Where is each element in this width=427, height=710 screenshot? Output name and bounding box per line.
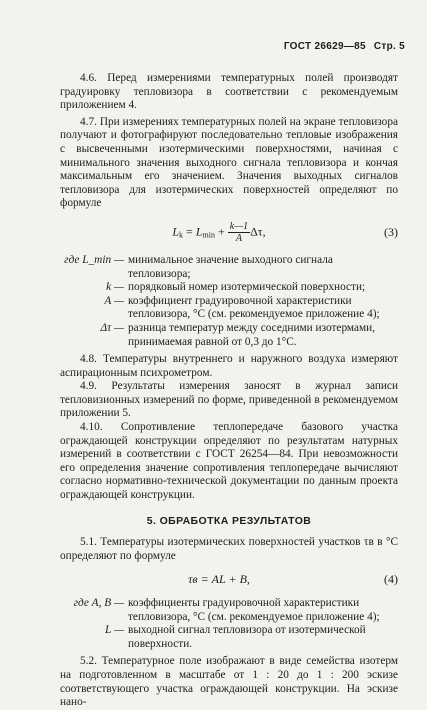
- formula-4-expression: τв = AL + B,: [188, 572, 250, 587]
- paragraph-4-6: 4.6. Перед измерениями температурных полей производят градуировку тепловизора в соответствии с рекомендуемым приложением 4.: [60, 72, 398, 112]
- formula-3: [60, 221, 398, 244]
- formula-3-expression: $L_k = L_{min}$ + $\frac{k—1}{A}$ Δτ,: [172, 220, 266, 244]
- formula-4-definitions: [60, 597, 398, 651]
- formula-4-number: (4): [384, 572, 398, 587]
- definition-row: L — выходной сигнал тепловизора от изотермической поверхности.: [105, 624, 366, 650]
- definition-row: A — коэффициент градуировочной характеристики тепловизора, °С (см. рекомендуемое приложение 4);: [104, 294, 380, 321]
- paragraph-4-7: 4.7. При измерениях температурных полей на экране тепловизора получают и фотографируют последовательно тепловые изображения с высвеченными изотермическими поверхностями, начиная с минимального значения выходного сигнала тепловизора и кончая максимальным его значением. Значения выходных сигналов тепловизора для изотермических поверхностей определяют по формуле: [60, 115, 398, 210]
- definition-row: где L_min — минимальное значение выходного сигнала тепловизора;: [64, 253, 333, 280]
- paragraph-4-10: 4.10. Сопротивление теплопередаче базового участка ограждающей конструкции определяют по результатам натурных измерений в соответствии с ГОСТ 26254—84. При невозможности его определения значение сопротивления теплопередаче вычисляют согласно нормативно-технической документации по данным проекта ограждающей конструкции.: [60, 421, 398, 502]
- section-title: 5. ОБРАБОТКА РЕЗУЛЬТАТОВ: [146, 514, 312, 527]
- paragraph-5-1: 5.1. Температуры изотермических поверхностей участков τв в °С определяют по формуле: [60, 536, 398, 562]
- formula-3-definitions: [60, 254, 398, 349]
- paragraph-5-2: 5.2. Температурное поле изображают в виде семейства изотерм на подготовленном в масштабе от 1 : 20 до 1 : 200 эскизе соответствующего участка ограждающей конструкции. На эскизе нано-: [60, 655, 398, 709]
- page-number: Стр. 5: [373, 41, 405, 52]
- gost-number: ГОСТ 26629—85: [283, 41, 366, 52]
- formula-4: [60, 573, 398, 587]
- definition-row: k — порядковый номер изотермической поверхности;: [106, 281, 366, 294]
- page-header: [284, 41, 405, 52]
- definition-row: где A, B — коэффициенты градуировочной характеристики тепловизора, °С (см. рекомендуемое приложение 4);: [73, 597, 380, 623]
- body-text: [60, 72, 398, 710]
- paragraph-4-9: 4.9. Результаты измерения заносят в журнал записи тепловизионных измерений по форме, приведенной в рекомендуемом приложении 5.: [60, 380, 398, 420]
- definition-row: Δτ — разница температур между соседними изотермами, принимаемая равной от 0,3 до 1°С.: [100, 321, 376, 348]
- fraction: $\frac{k—1}{A}$: [229, 220, 249, 244]
- paragraph-4-8: 4.8. Температуры внутреннего и наружного воздуха измеряют аспирационным психрометром.: [60, 353, 398, 379]
- formula-3-number: (3): [384, 224, 398, 239]
